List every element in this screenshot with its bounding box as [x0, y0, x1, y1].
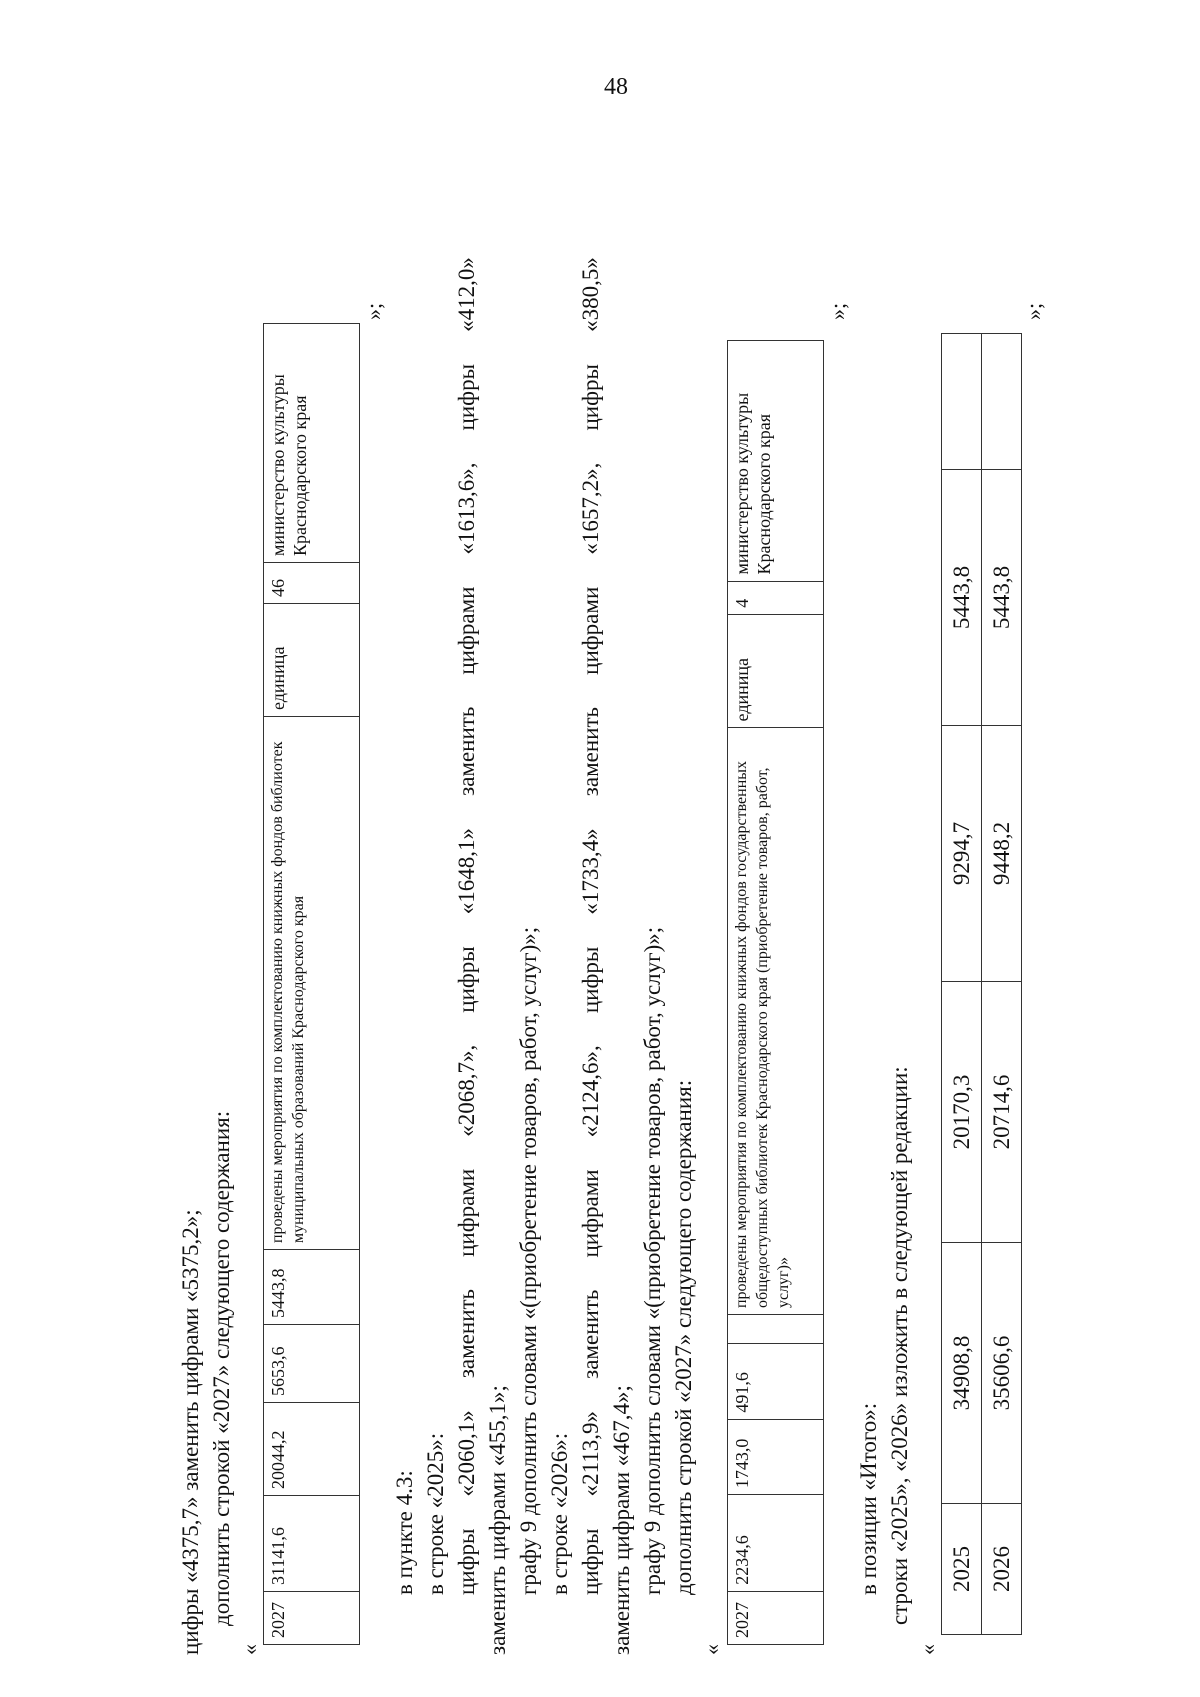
word: цифры [578, 364, 603, 431]
table3-cell-total: 35606,6 [982, 1243, 1022, 1504]
table1-cell-total: 31141,6 [264, 1496, 360, 1592]
table-row [942, 334, 982, 1635]
word: «380,5» [578, 257, 603, 332]
word: цифры [454, 946, 479, 1013]
table1-cell-unit: единица [264, 604, 360, 717]
table1-cell-col4: 5653,6 [264, 1325, 360, 1403]
paragraph-11: в позиции «Итого»: [856, 1402, 881, 1595]
table1-cell-value: 46 [264, 563, 360, 604]
word: «412,0» [454, 257, 479, 332]
word: цифры [454, 363, 479, 431]
table-1 [263, 323, 360, 1645]
paragraph-6: графу 9 дополнить словами «(приобретение товаров, работ, услуг)»; [516, 926, 541, 1595]
word: заменить [578, 1289, 603, 1379]
table2-cell-responsible: министерство культуры Краснодарского края [728, 341, 824, 582]
table1-cell-col5: 5443,8 [264, 1250, 360, 1325]
word: заменить [578, 706, 603, 797]
word: заменить [454, 1288, 479, 1379]
table-row [982, 334, 1022, 1635]
paragraph-8-continued: заменить цифрами «467,4»; [609, 1385, 634, 1655]
word: «1613,6», [454, 462, 479, 555]
word: «2068,7», [454, 1044, 479, 1137]
paragraph-12: строки «2025», «2026» изложить в следующей редакции: [887, 1066, 912, 1625]
word: цифрами [578, 586, 603, 675]
table1-cell-year: 2027 [264, 1592, 360, 1645]
paragraph-2: дополнить строкой «2027» следующего содержания: [209, 1110, 234, 1626]
table3-cell-year: 2026 [982, 1504, 1022, 1635]
table3-cell-col3: 20714,6 [982, 982, 1022, 1243]
word: «2124,6», [578, 1045, 603, 1138]
word: «2060,1» [454, 1410, 479, 1497]
table1-cell-responsible: министерство культуры Краснодарского края [264, 324, 360, 563]
table2-cell-unit: единица [728, 614, 824, 728]
table3-cell-col6 [942, 334, 982, 470]
paragraph-3: в пункте 4.3: [392, 1470, 417, 1595]
table2-cell-value: 4 [728, 581, 824, 614]
word: цифры [578, 946, 603, 1014]
word: «1648,1» [454, 827, 479, 915]
paragraph-10: дополнить строкой «2027» следующего содержания: [671, 1079, 696, 1595]
word: цифрами [454, 1168, 479, 1257]
paragraph-4: в строке «2025»: [423, 1432, 448, 1595]
word: цифрами [578, 1169, 603, 1258]
table2-open-quote: « [699, 1644, 724, 1655]
table1-open-quote: « [237, 1644, 262, 1655]
paragraph-7: в строке «2026»: [547, 1432, 572, 1595]
table1-cell-col3: 20044,2 [264, 1403, 360, 1496]
table3-cell-total: 34908,8 [942, 1243, 982, 1504]
table3-cell-col6 [982, 334, 1022, 470]
table1-close-quote: »; [361, 302, 386, 320]
word: заменить [454, 706, 479, 796]
page-number: 48 [604, 74, 628, 100]
paragraph-1: цифры «4375,7» заменить цифрами «5375,2»; [178, 1209, 203, 1655]
word: «1733,4» [578, 828, 603, 915]
table-2 [727, 340, 824, 1645]
table3-cell-col4: 9294,7 [942, 726, 982, 982]
table3-close-quote: »; [1021, 302, 1046, 320]
table3-cell-year: 2025 [942, 1504, 982, 1635]
table-row [728, 341, 824, 1645]
table1-cell-description: проведены мероприятия по комплектованию книжных фондов библиотек муниципальных образований Краснодарского края [264, 717, 360, 1250]
paragraph-5 [451, 257, 482, 1595]
word: «2113,9» [578, 1410, 603, 1497]
table-row [264, 324, 360, 1645]
table-3 [941, 333, 1022, 1635]
table2-cell-col5 [728, 1315, 824, 1344]
table3-cell-col5: 5443,8 [942, 470, 982, 726]
word: цифры [454, 1528, 479, 1595]
table2-cell-year: 2027 [728, 1591, 824, 1644]
word: цифрами [454, 586, 479, 675]
paragraph-5-continued: заменить цифрами «455,1»; [485, 1385, 510, 1655]
table3-cell-col5: 5443,8 [982, 470, 1022, 726]
table2-cell-col4: 491,6 [728, 1344, 824, 1419]
paragraph-8 [575, 257, 606, 1595]
table3-open-quote: « [915, 1644, 940, 1655]
word: «1657,2», [578, 462, 603, 555]
rotated-document-body [175, 165, 1075, 1655]
table2-cell-description: проведены мероприятия по комплектованию книжных фондов государственных общедоступных библиотек Краснодарского края (приобретение товаров, работ, услуг)» [728, 728, 824, 1315]
word: цифры [578, 1528, 603, 1595]
paragraph-9: графу 9 дополнить словами «(приобретение товаров, работ, услуг)»; [640, 926, 665, 1595]
table2-cell-col3: 1743,0 [728, 1419, 824, 1494]
table3-cell-col3: 20170,3 [942, 982, 982, 1243]
table2-close-quote: »; [825, 302, 850, 320]
table3-cell-col4: 9448,2 [982, 726, 1022, 982]
table2-cell-total: 2234,6 [728, 1495, 824, 1592]
